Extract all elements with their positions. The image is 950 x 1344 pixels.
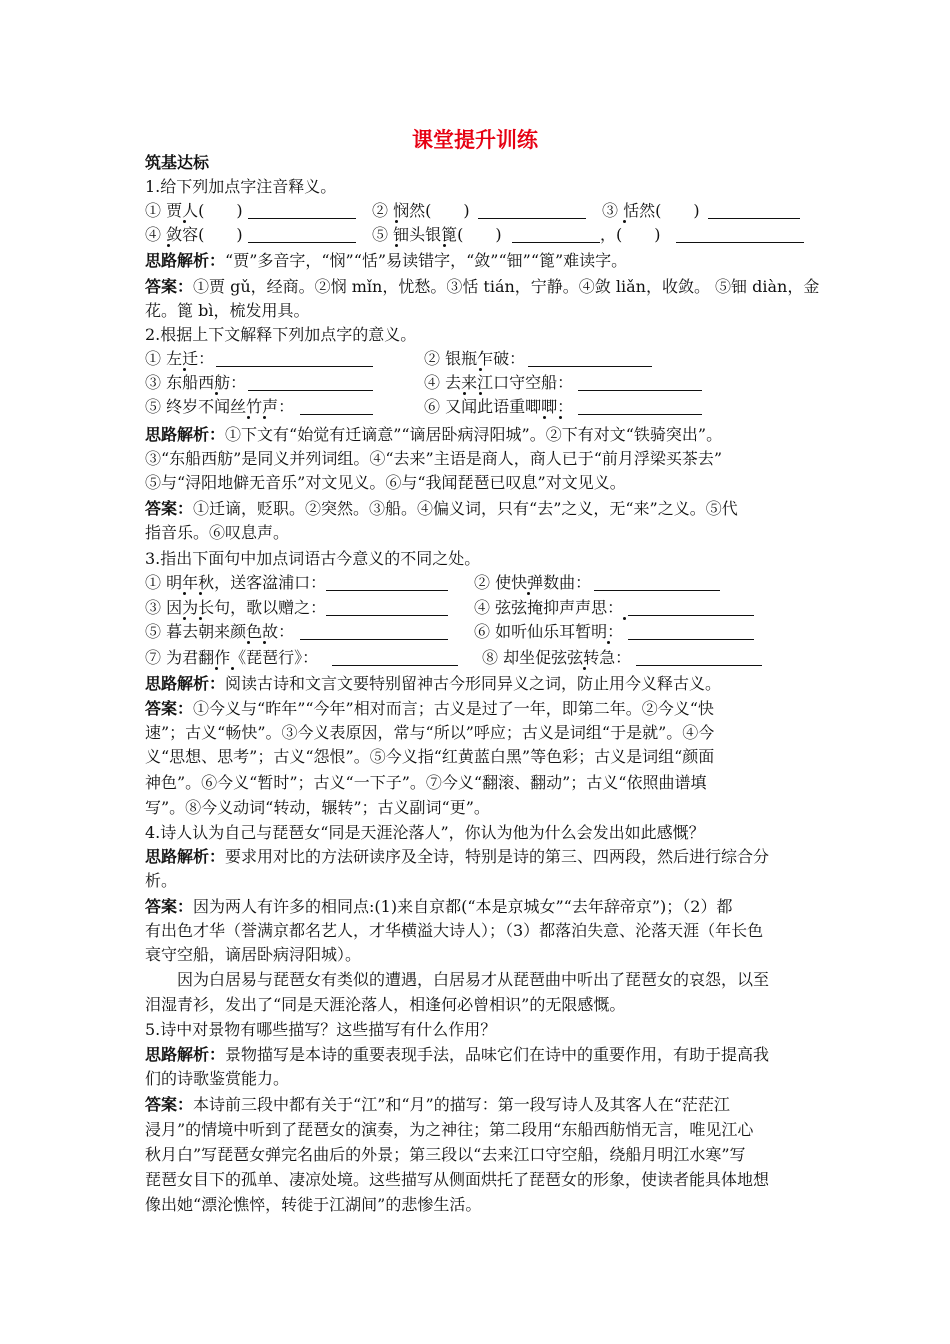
q3-item-5: ⑤ 暮去朝来颜色故：	[145, 622, 295, 641]
answer-blank[interactable]	[332, 665, 458, 666]
emphasis-dot	[183, 220, 186, 223]
q1-item-3: ③ 恬然( )	[602, 201, 700, 220]
q5-analysis: 思路解析：景物描写是本诗的重要表现手法，品味它们在诗中的重要作用，有助于提高我	[145, 1045, 770, 1064]
q4-prompt: 4.诗人认为自己与琵琶女“同是天涯沦落人”，你认为他为什么会发出如此感慨？	[145, 823, 705, 842]
answer-blank[interactable]	[326, 590, 448, 591]
q1-item-1: ① 贾人( )	[145, 201, 243, 220]
emphasis-dot	[263, 416, 266, 419]
q3-item-7: ⑦ 为君翻作《琵琶行》：	[145, 648, 319, 667]
q5-answer: 答案：本诗前三段中都有关于“江”和“月”的描写：第一段写诗人及其客人在“茫茫江	[145, 1095, 730, 1114]
q2-analysis-cont: ③“东船西舫”是同义并列词组。④“去来”主语是商人，商人已于“前月浮梁买茶去”	[145, 449, 723, 468]
emphasis-dot	[215, 392, 218, 395]
answer-blank[interactable]	[528, 366, 652, 367]
answer-blank[interactable]	[326, 615, 448, 616]
emphasis-dot	[231, 667, 234, 670]
answer-blank[interactable]	[300, 414, 373, 415]
q3-item-1: ① 明年秋，送客湓浦口：	[145, 573, 327, 592]
q2-item-4: ④ 去来江口守空船：	[424, 373, 574, 392]
emphasis-dot	[527, 592, 530, 595]
q2-analysis-cont: ⑤与“浔阳地僻无音乐”对文见义。⑥与“我闻琵琶已叹息”对文见义。	[145, 473, 626, 492]
q5-answer-cont: 秋月白”写琵琶女弹完名曲后的外景；第三段以“去来江口守空船，绕船月明江水寒”写	[145, 1145, 746, 1164]
q3-answer-cont: 速”；古义“畅快”。③今义表原因，常与“所以”呼应；古义是词组“于是就”。④今	[145, 723, 715, 742]
q1-analysis: 思路解析：“贾”多音字，“悯”“恬”易读错字，“敛”“钿”“篦”难读字。	[145, 251, 628, 270]
emphasis-dot	[199, 617, 202, 620]
emphasis-dot	[479, 368, 482, 371]
emphasis-dot	[183, 617, 186, 620]
q1-answer-cont: 花。篦 bì，梳发用具。	[145, 301, 310, 320]
q4-paragraph: 因为白居易与琵琶女有类似的遭遇，白居易才从琵琶曲中听出了琵琶女的哀怨，以至	[177, 970, 770, 989]
answer-blank[interactable]	[578, 390, 702, 391]
q2-item-5: ⑤ 终岁不闻丝竹声：	[145, 397, 295, 416]
q4-paragraph-cont: 泪湿青衫，发出了“同是天涯沦落人，相逢何必曾相识”的无限感慨。	[145, 995, 626, 1014]
q5-answer-cont: 浸月”的情境中听到了琵琶女的演奏，为之神往；第二段用“东船西舫悄无言，唯见江心	[145, 1120, 754, 1139]
answer-blank[interactable]	[594, 590, 720, 591]
q2-answer-cont: 指音乐。⑥叹息声。	[145, 523, 290, 542]
q4-answer: 答案：因为两人有许多的相同点:(1)来自京都(“本是京城女”“去年辞帝京”)；（2）都	[145, 897, 733, 916]
emphasis-dot	[183, 368, 186, 371]
q5-answer-cont: 像出她“漂沦憔悴，转徙于江湖间”的悲惨生活。	[145, 1195, 482, 1214]
emphasis-dot	[167, 244, 170, 247]
answer-blank[interactable]	[578, 414, 702, 415]
q2-answer: 答案：①迁谪，贬职。②突然。③船。④偏义词，只有“去”之义，无“来”之义。⑤代	[145, 499, 738, 518]
q3-answer-cont: 义“思想、思考”；古义“怨恨”。⑤今义指“红黄蓝白黑”等色彩；古义是词组“颜面	[145, 747, 715, 766]
emphasis-dot	[463, 392, 466, 395]
q1-prompt: 1.给下列加点字注音释义。	[145, 177, 337, 196]
q1-item-6: ，( )	[600, 225, 661, 244]
emphasis-dot	[199, 592, 202, 595]
page-title: 课堂提升训练	[412, 128, 538, 152]
q3-analysis: 思路解析：阅读古诗和文言文要特别留神古今形同异义之词，防止用今义释古义。	[145, 674, 722, 693]
q3-answer: 答案：①今义与“昨年”“今年”相对而言；古义是过了一年，即第二年。②今义“快	[145, 699, 714, 718]
answer-blank[interactable]	[628, 639, 754, 640]
q2-item-6: ⑥ 又闻此语重唧唧：	[424, 397, 574, 416]
q4-answer-cont: 衰守空船，谪居卧病浔阳城）。	[145, 945, 362, 964]
q5-analysis-cont: 们的诗歌鉴赏能力。	[145, 1069, 290, 1088]
q5-prompt: 5.诗中对景物有哪些描写？这些描写有什么作用？	[145, 1020, 497, 1039]
emphasis-dot	[263, 641, 266, 644]
q3-item-3: ③ 因为长句，歌以赠之：	[145, 598, 327, 617]
emphasis-dot	[443, 244, 446, 247]
section-heading: 筑基达标	[145, 153, 210, 172]
answer-blank[interactable]	[300, 639, 448, 640]
q1-item-4: ④ 敛容( )	[145, 225, 243, 244]
answer-blank[interactable]	[676, 242, 804, 243]
q2-analysis: 思路解析：①下文有“始觉有迁谪意”“谪居卧病浔阳城”。②下有对文“铁骑突出”。	[145, 425, 723, 444]
emphasis-dot	[247, 641, 250, 644]
q3-item-4: ④ 弦弦掩抑声声思：	[474, 598, 624, 617]
answer-blank[interactable]	[708, 218, 800, 219]
answer-blank[interactable]	[636, 665, 762, 666]
q1-answer: 答案：①贾 gǔ，经商。②悯 mǐn，忧愁。③恬 tián，宁静。④敛 liǎn，收敛。 ⑤钿 diàn，金	[145, 277, 820, 296]
q1-item-5: ⑤ 钿头银篦( )	[372, 225, 502, 244]
answer-blank[interactable]	[478, 218, 586, 219]
q5-answer-cont: 琵琶女目下的孤单、凄凉处境。这些描写从侧面烘托了琵琶女的形象，使读者能具体地想	[145, 1170, 770, 1189]
q2-prompt: 2.根据上下文解释下列加点字的意义。	[145, 325, 417, 344]
q1-item-2: ② 悯然( )	[372, 201, 470, 220]
emphasis-dot	[183, 592, 186, 595]
answer-blank[interactable]	[512, 242, 600, 243]
emphasis-dot	[215, 667, 218, 670]
emphasis-dot	[479, 392, 482, 395]
emphasis-dot	[623, 220, 626, 223]
q2-item-3: ③ 东船西舫：	[145, 373, 247, 392]
answer-blank[interactable]	[248, 242, 356, 243]
emphasis-dot	[607, 641, 610, 644]
q3-answer-cont: 神色”。⑥今义“暂时”；古义“一下子”。⑦今义“翻滚、翻动”；古义“依照曲谱填	[145, 773, 707, 792]
answer-blank[interactable]	[248, 390, 373, 391]
emphasis-dot	[583, 667, 586, 670]
q4-analysis: 思路解析：要求用对比的方法研读序及全诗，特别是诗的第三、四两段，然后进行综合分	[145, 847, 770, 866]
answer-blank[interactable]	[248, 218, 356, 219]
emphasis-dot	[543, 416, 546, 419]
emphasis-dot	[395, 244, 398, 247]
answer-blank[interactable]	[216, 366, 373, 367]
q3-prompt: 3.指出下面句中加点词语古今意义的不同之处。	[145, 549, 481, 568]
emphasis-dot	[559, 416, 562, 419]
q2-item-1: ① 左迁：	[145, 349, 215, 368]
emphasis-dot	[247, 416, 250, 419]
q3-item-2: ② 使快弹数曲：	[474, 573, 592, 592]
q4-answer-cont: 有出色才华（誉满京都名艺人，才华横溢大诗人）；（3）都落泊失意、沦落天涯（年长色	[145, 921, 764, 940]
answer-blank[interactable]	[628, 615, 754, 616]
q3-item-8: ⑧ 却坐促弦弦转急：	[482, 648, 632, 667]
q2-item-2: ② 银瓶乍破：	[424, 349, 526, 368]
emphasis-dot	[395, 220, 398, 223]
q4-analysis-cont: 析。	[145, 871, 178, 890]
q3-answer-cont: 写”。⑧今义动词“转动，辗转”；古义副词“更”。	[145, 798, 490, 817]
q3-item-6: ⑥ 如听仙乐耳暂明：	[474, 622, 624, 641]
emphasis-dot	[623, 617, 626, 620]
